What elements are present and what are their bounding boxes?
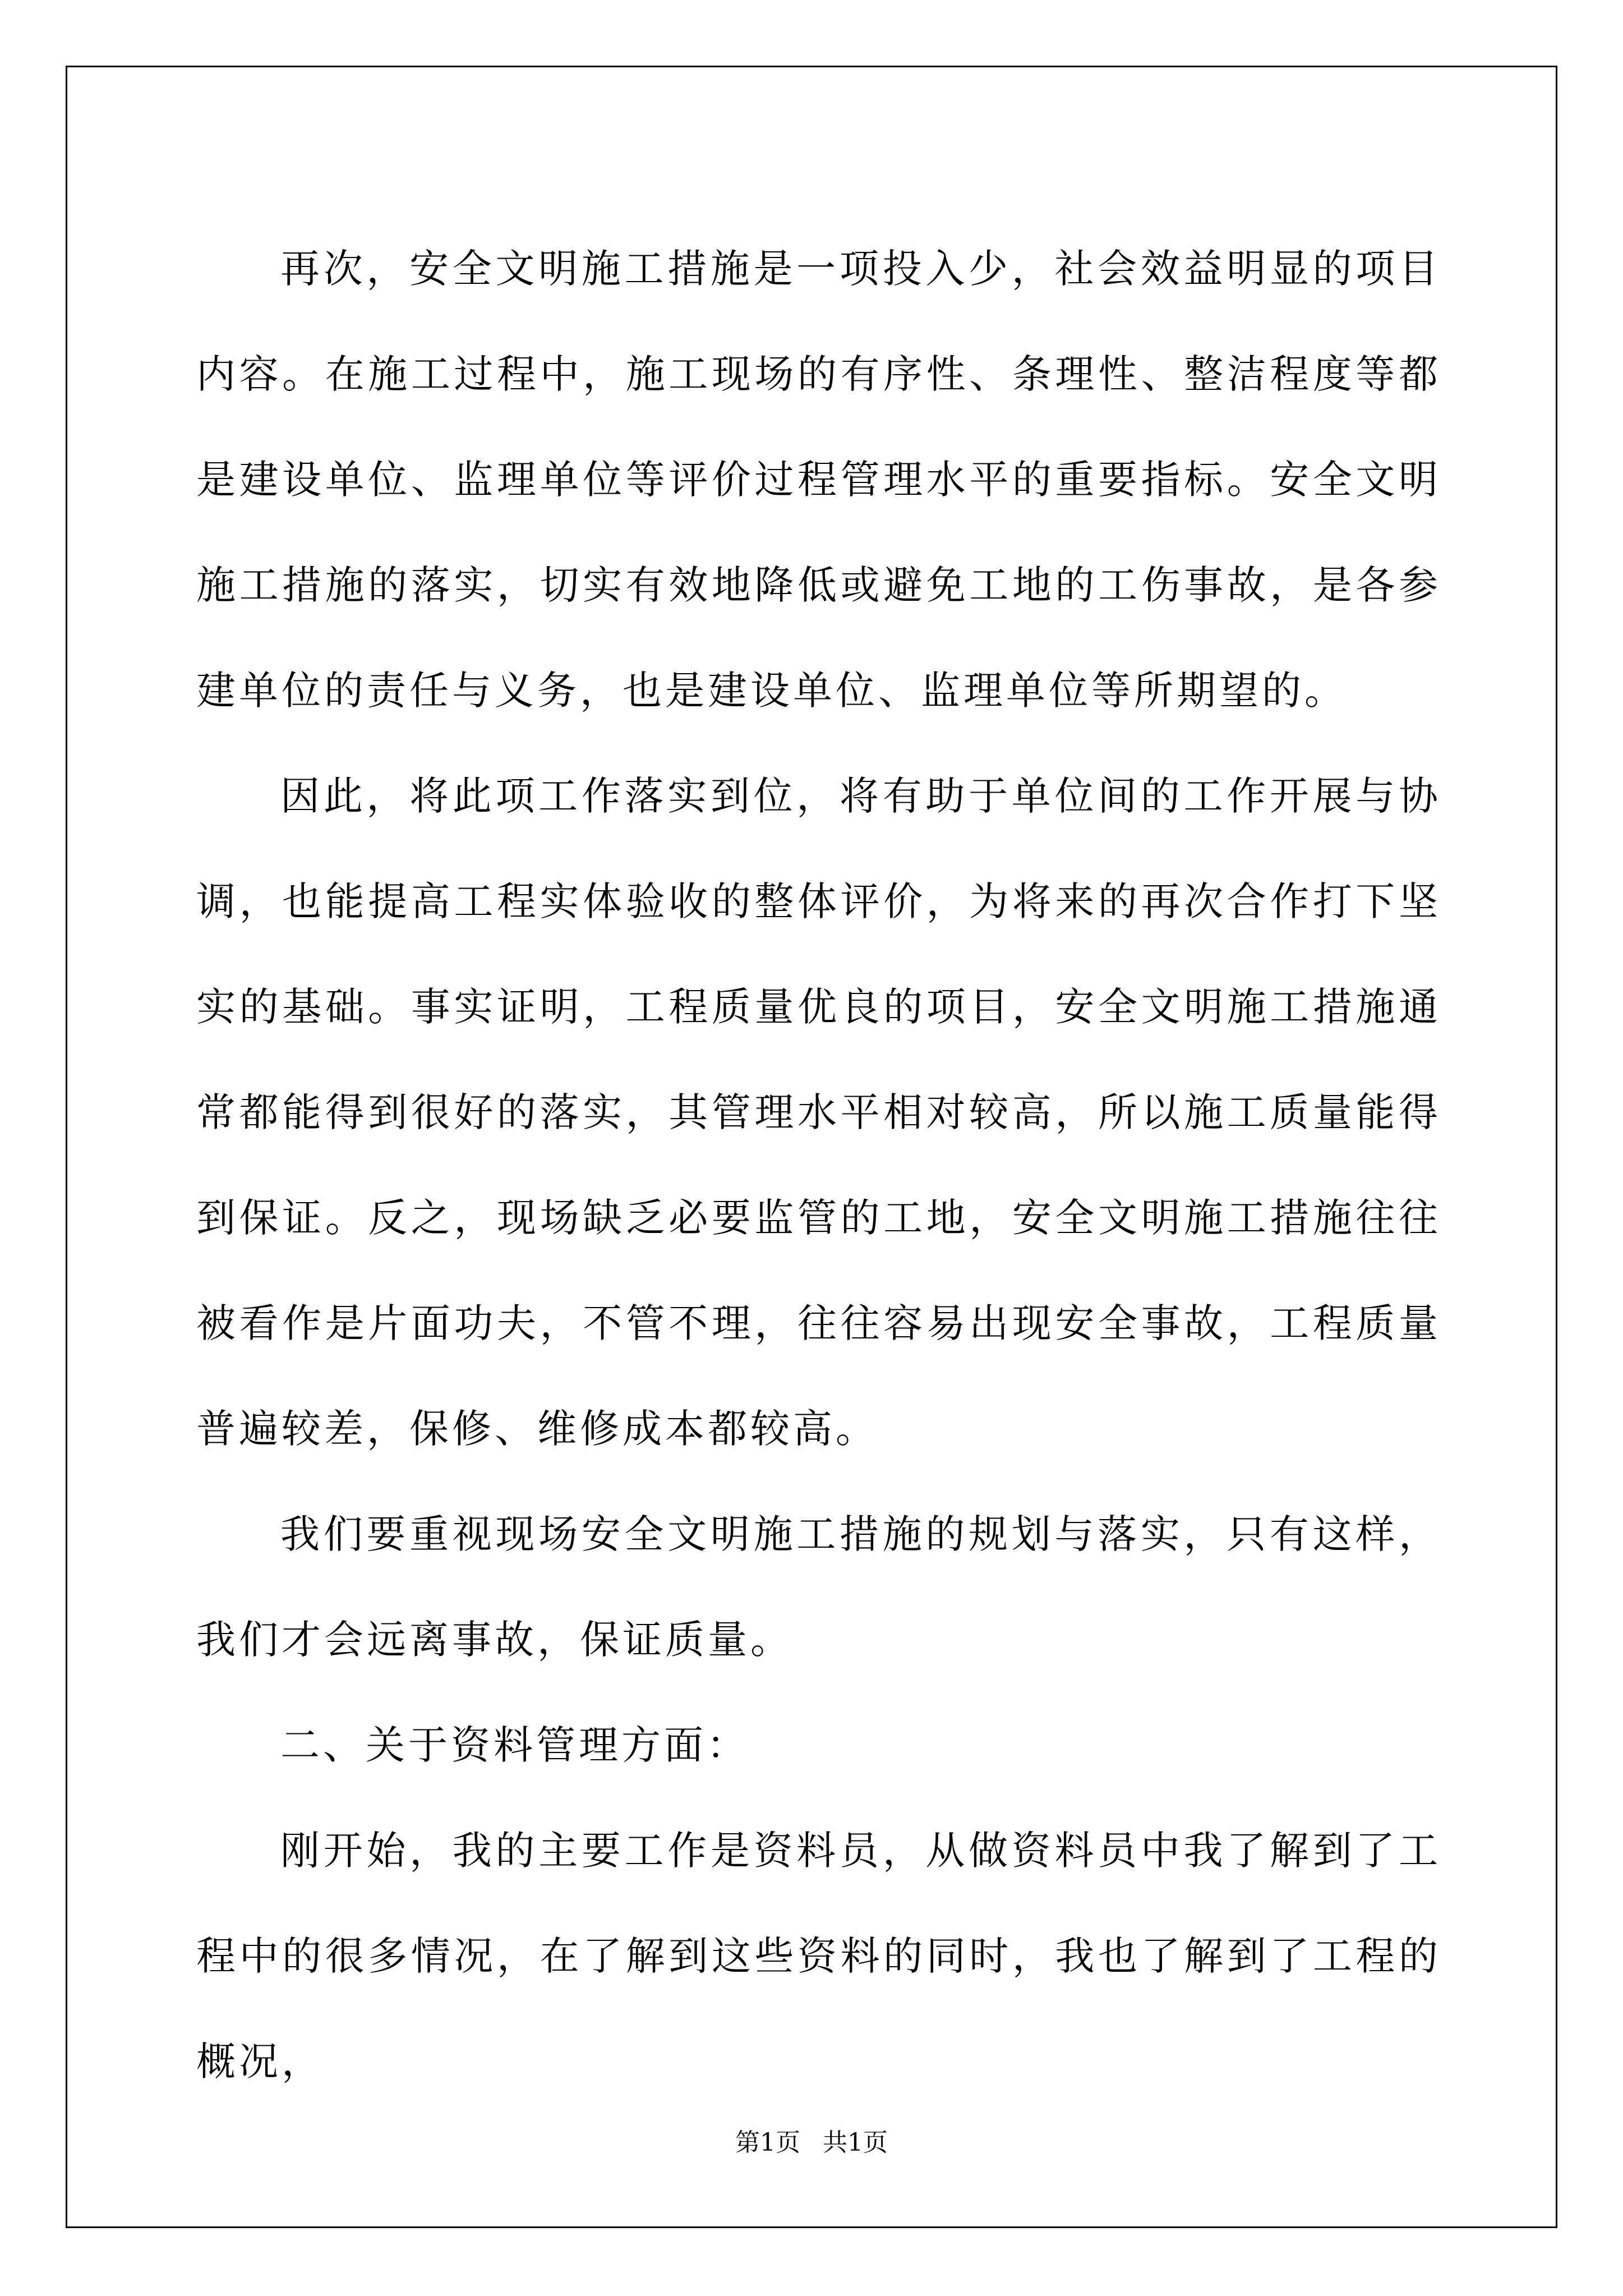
document-body — [196, 216, 1441, 2114]
page-total: 共1页 — [823, 2128, 888, 2157]
page-footer — [0, 2126, 1623, 2160]
paragraph-emphasis: 我们要重视现场安全文明施工措施的规划与落实，只有这样，我们才会远离事故，保证质量。 — [196, 1511, 1441, 1663]
paragraph-implementation: 因此，将此项工作落实到位，将有助于单位间的工作开展与协调，也能提高工程实体验收的整体评价，为将来的再次合作打下坚实的基础。事实证明，工程质量优良的项目，安全文明施工措施通常都能得到很好的落实，其管理水平相对较高，所以施工质量能得到保证。反之，现场缺乏必要监管的工地，安全文明施工措施往往被看作是片面功夫，不管不理，往往容易出现安全事故，工程质量普遍较差，保修、维修成本都较高。 — [196, 773, 1441, 1452]
paragraph-safety-measures: 再次，安全文明施工措施是一项投入少，社会效益明显的项目内容。在施工过程中，施工现场的有序性、条理性、整洁程度等都是建设单位、监理单位等评价过程管理水平的重要指标。安全文明施工措施的落实，切实有效地降低或避免工地的工伤事故，是各参建单位的责任与义务，也是建设单位、监理单位等所期望的。 — [196, 246, 1441, 714]
page-number: 第1页 — [735, 2128, 800, 2157]
paragraph-data-clerk: 刚开始，我的主要工作是资料员，从做资料员中我了解到了工程中的很多情况，在了解到这些资料的同时，我也了解到了工程的概况， — [196, 1828, 1441, 2085]
section-heading-data-management: 二、关于资料管理方面： — [280, 1722, 749, 1768]
